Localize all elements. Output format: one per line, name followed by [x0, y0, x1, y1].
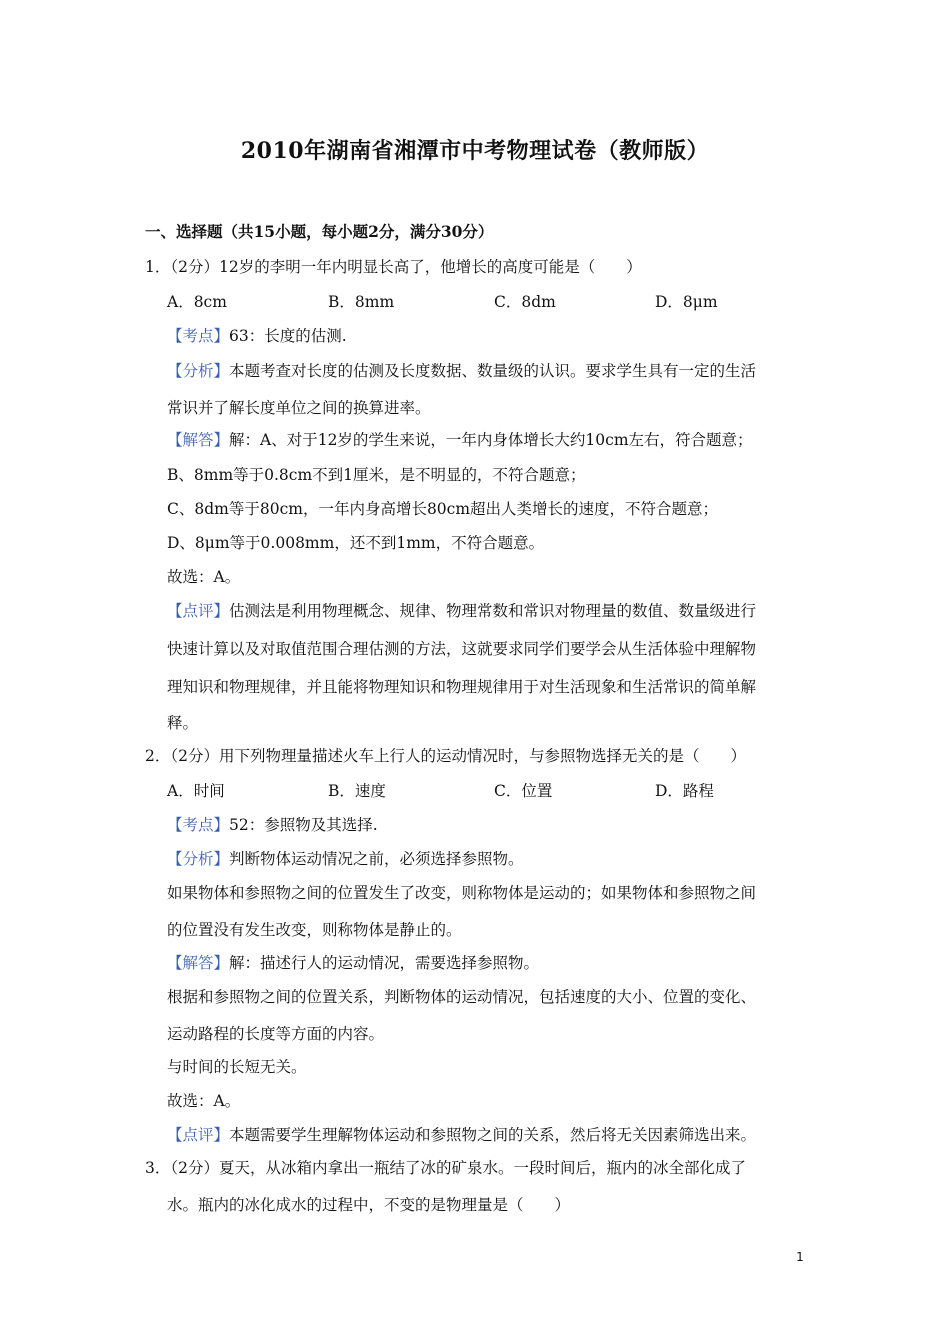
- dianping-tag: 【点评】: [167, 602, 230, 620]
- q1-option-c: C．8dm: [494, 293, 556, 311]
- q1-option-b: B．8mm: [328, 293, 395, 311]
- q2-stem: 2．（2分）用下列物理量描述火车上行人的运动情况时，与参照物选择无关的是（ ）: [145, 747, 746, 765]
- q1-dianping-text-4: 释。: [167, 714, 199, 732]
- kaodian-tag: 【考点】: [167, 816, 230, 834]
- q1-fenxi: [167, 361, 756, 381]
- q1-fenxi-text-2: 常识并了解长度单位之间的换算进率。: [167, 399, 431, 417]
- q2-jieda-text-2: 根据和参照物之间的位置关系，判断物体的运动情况，包括速度的大小、位置的变化、: [167, 988, 757, 1006]
- q1-jieda-text-1: 解：A、对于12岁的学生来说，一年内身体增长大约10cm左右，符合题意；: [229, 431, 753, 449]
- q2-option-d: D．路程: [655, 782, 714, 800]
- q2-option-b: B．速度: [328, 782, 386, 800]
- q2-answer: 故选：A。: [167, 1092, 241, 1110]
- q2-dianping-text-1: 本题需要学生理解物体运动和参照物之间的关系，然后将无关因素筛选出来。: [229, 1126, 757, 1144]
- q2-option-a: A．时间: [167, 782, 225, 800]
- jieda-tag: 【解答】: [167, 954, 230, 972]
- q2-jieda-text-1: 解：描述行人的运动情况，需要选择参照物。: [229, 954, 540, 972]
- q2-jieda-text-3: 运动路程的长度等方面的内容。: [167, 1025, 385, 1043]
- jieda-tag: 【解答】: [167, 431, 230, 449]
- q2-fenxi-text-2: 如果物体和参照物之间的位置发生了改变，则称物体是运动的；如果物体和参照物之间: [167, 884, 757, 902]
- fenxi-tag: 【分析】: [167, 362, 230, 380]
- q1-dianping-text-2: 快速计算以及对取值范围合理估测的方法，这就要求同学们要学会从生活体验中理解物: [167, 640, 757, 658]
- q1-jieda: [167, 430, 753, 450]
- q2-fenxi-text-1: 判断物体运动情况之前，必须选择参照物。: [229, 850, 524, 868]
- q2-fenxi: [167, 849, 524, 869]
- q1-stem: 1．（2分）12岁的李明一年内明显长高了，他增长的高度可能是（ ）: [145, 258, 642, 276]
- q1-jieda-text-3: C、8dm等于80cm，一年内身高增长80cm超出人类增长的速度，不符合题意；: [167, 500, 719, 518]
- q2-dianping: [167, 1125, 756, 1145]
- q2-jieda-text-4: 与时间的长短无关。: [167, 1058, 307, 1076]
- q2-kaodian-text: 52：参照物及其选择.: [229, 816, 378, 834]
- q1-option-a: A．8cm: [167, 293, 227, 311]
- q1-dianping: [167, 601, 756, 621]
- dianping-tag: 【点评】: [167, 1126, 230, 1144]
- q2-option-c: C．位置: [494, 782, 553, 800]
- q2-fenxi-text-3: 的位置没有发生改变，则称物体是静止的。: [167, 921, 462, 939]
- q2-kaodian: [167, 815, 378, 835]
- q1-fenxi-text-1: 本题考查对长度的估测及长度数据、数量级的认识。要求学生具有一定的生活: [229, 362, 757, 380]
- q2-jieda: [167, 953, 539, 973]
- q3-stem-1: 3．（2分）夏天，从冰箱内拿出一瓶结了冰的矿泉水。一段时间后，瓶内的冰全部化成了: [145, 1159, 746, 1177]
- document-title: 2010年湖南省湘潭市中考物理试卷（教师版）: [240, 138, 710, 164]
- q1-kaodian: [167, 326, 347, 346]
- q1-jieda-text-2: B、8mm等于0.8cm不到1厘米，是不明显的，不符合题意；: [167, 466, 586, 484]
- q1-kaodian-text: 63：长度的估测.: [229, 327, 347, 345]
- q3-stem-2: 水。瓶内的冰化成水的过程中，不变的是物理量是（ ）: [167, 1196, 571, 1214]
- q1-dianping-text-3: 理知识和物理规律，并且能将物理知识和物理规律用于对生活现象和生活常识的简单解: [167, 678, 757, 696]
- page-number: 1: [796, 1250, 804, 1264]
- fenxi-tag: 【分析】: [167, 850, 230, 868]
- section-heading: 一、选择题（共15小题，每小题2分，满分30分）: [145, 222, 494, 241]
- q1-option-d: D．8μm: [655, 293, 718, 311]
- kaodian-tag: 【考点】: [167, 327, 230, 345]
- q1-jieda-text-4: D、8μm等于0.008mm，还不到1mm，不符合题意。: [167, 534, 545, 552]
- q1-answer: 故选：A。: [167, 568, 241, 586]
- q1-dianping-text-1: 估测法是利用物理概念、规律、物理常数和常识对物理量的数值、数量级进行: [229, 602, 757, 620]
